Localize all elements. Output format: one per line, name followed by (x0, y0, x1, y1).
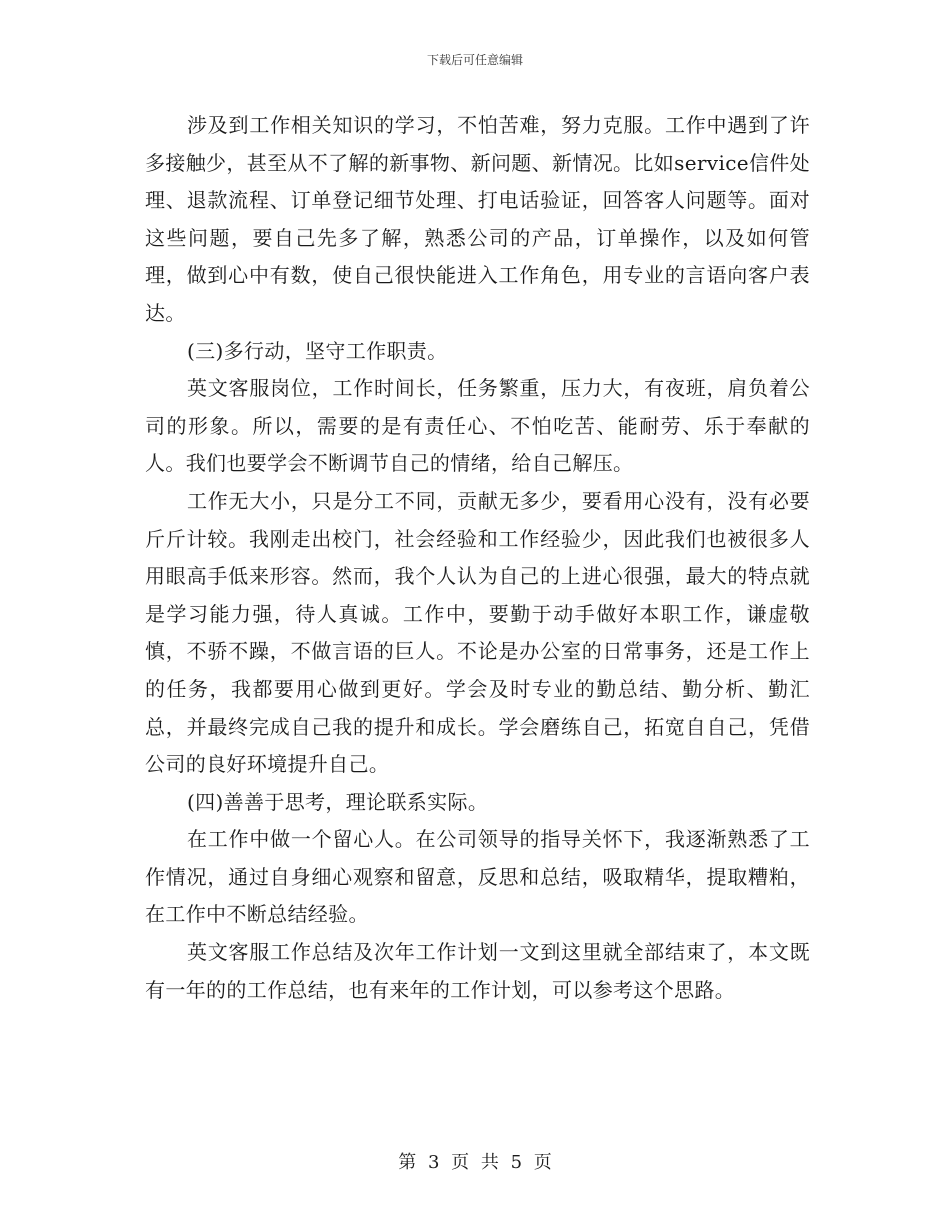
paragraph-job-duties: 英文客服岗位，工作时间长，任务繁重，压力大，有夜班，肩负着公司的形象。所以，需要的是有责任心、不怕吃苦、能耐劳、乐于奉献的人。我们也要学会不断调节自己的情绪，给自己解压。 (145, 376, 810, 476)
section-heading-4: (四)善善于思考，理论联系实际。 (187, 789, 489, 814)
page-header: 下载后可任意编辑 (426, 53, 523, 67)
paragraph-attentive: 在工作中做一个留心人。在公司领导的指导关怀下，我逐渐熟悉了工作情况，通过自身细心观察和留意，反思和总结，吸取精华，提取糟粕，在工作中不断总结经验。 (145, 827, 810, 927)
paragraph-work-attitude: 工作无大小，只是分工不同，贡献无多少，要看用心没有，没有必要斤斤计较。我刚走出校门，社会经验和工作经验少，因此我们也被很多人用眼高手低来形容。然而，我个人认为自己的上进心很强，最大的特点就是学习能力强，待人真诚。工作中，要勤于动手做好本职工作，谦虚敬慎，不骄不躁，不做言语的巨人。不论是办公室的日常事务，还是工作上的任务，我都要用心做到更好。学会及时专业的勤总结、勤分析、勤汇总，并最终完成自己我的提升和成长。学会磨练自己，拓宽自自己，凭借公司的良好环境提升自己。 (145, 488, 810, 777)
paragraph-conclusion: 英文客服工作总结及次年工作计划一文到这里就全部结束了，本文既有一年的的工作总结，也有来年的工作计划，可以参考这个思路。 (145, 940, 810, 1002)
document-body (145, 107, 810, 1009)
section-heading-3: (三)多行动，坚守工作职责。 (187, 338, 448, 363)
page-number-footer: 第 3 页 共 5 页 (398, 1152, 552, 1173)
paragraph-knowledge-learning: 涉及到工作相关知识的学习，不怕苦难，努力克服。工作中遇到了许多接触少，甚至从不了解的新事物、新问题、新情况。比如service信件处理、退款流程、订单登记细节处理、打电话验证，回答客人问题等。面对这些问题，要自己先多了解，熟悉公司的产品，订单操作，以及如何管理，做到心中有数，使自己很快能进入工作角色，用专业的言语向客户表达。 (145, 113, 810, 325)
